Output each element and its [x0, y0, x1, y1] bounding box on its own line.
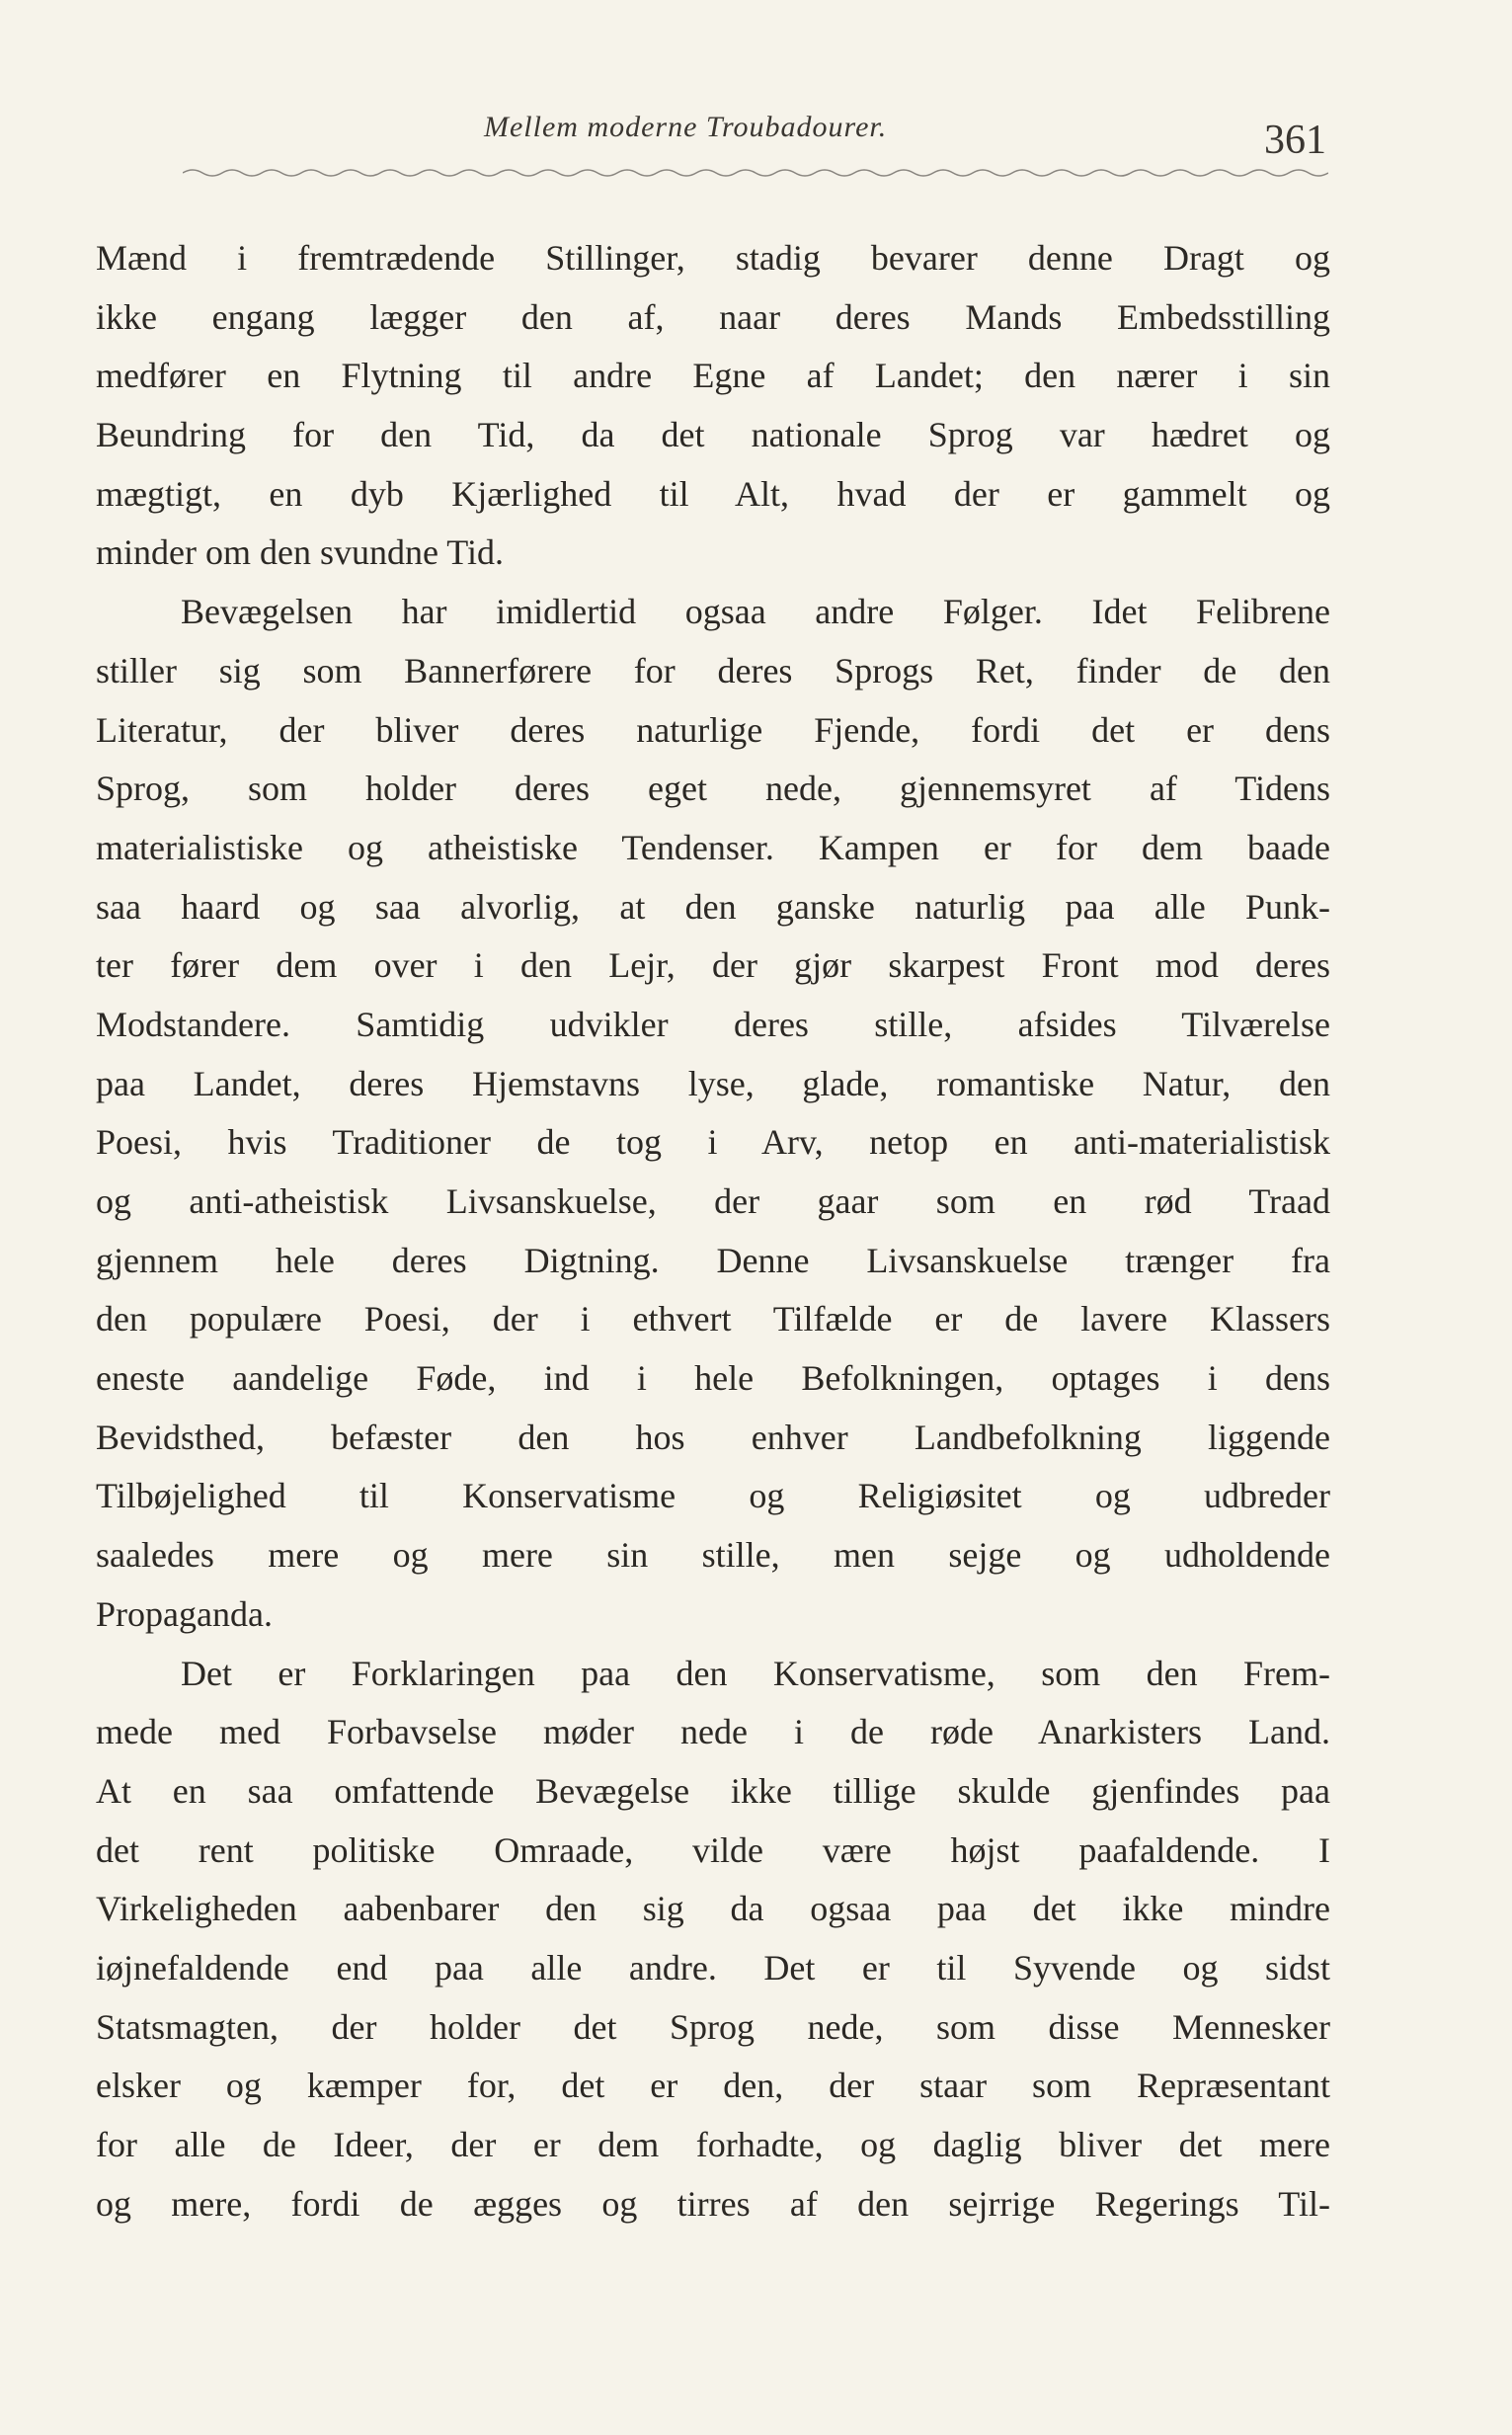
text-line: iøjnefaldende end paa alle andre. Det er til Syvende og sidst [96, 1947, 1330, 1988]
text-line: Bevidsthed, befæster den hos enhver Landbefolkning liggende [96, 1417, 1330, 1457]
text-line: ikke engang lægger den af, naar deres Mands Embedsstilling [96, 296, 1330, 337]
text-line: Poesi, hvis Traditioner de tog i Arv, netop en anti-materialistisk [96, 1122, 1330, 1163]
text-line: gjennem hele deres Digtning. Denne Livsanskuelse trænger fra [96, 1240, 1330, 1280]
text-line: Virkeligheden aabenbarer den sig da ogsaa paa det ikke mindre [96, 1889, 1330, 1929]
text-line: mægtigt, en dyb Kjærlighed til Alt, hvad der er gammelt og [96, 473, 1330, 514]
text-line: Tilbøjelighed til Konservatisme og Religiøsitet og udbreder [96, 1476, 1330, 1516]
text-line: Bevægelsen har imidlertid ogsaa andre Følger. Idet Felibrene [181, 592, 1330, 632]
text-line: og mere, fordi de ægges og tirres af den sejrrige Regerings Til- [96, 2183, 1330, 2224]
text-line: Mænd i fremtrædende Stillinger, stadig bevarer denne Dragt og [96, 238, 1330, 278]
text-line: Modstandere. Samtidig udvikler deres stille, afsides Tilværelse [96, 1004, 1330, 1044]
text-line: den populære Poesi, der i ethvert Tilfælde er de lavere Klassers [96, 1299, 1330, 1339]
text-line: saaledes mere og mere sin stille, men sejge og udholdende [96, 1535, 1330, 1576]
ornament-rule [183, 166, 1328, 180]
text-line: minder om den svundne Tid. [96, 532, 505, 573]
body-text [96, 229, 1330, 2233]
text-line: for alle de Ideer, der er dem forhadte, og daglig bliver det mere [96, 2125, 1330, 2164]
text-line: mede med Forbavselse møder nede i de røde Anarkisters Land. [96, 1712, 1330, 1752]
text-line: materialistiske og atheistiske Tendenser. Kampen er for dem baade [96, 827, 1330, 867]
text-line: paa Landet, deres Hjemstavns lyse, glade, romantiske Natur, den [96, 1063, 1330, 1103]
text-line: stiller sig som Bannerførere for deres Sprogs Ret, finder de den [96, 650, 1330, 690]
text-line: ter fører dem over i den Lejr, der gjør skarpest Front mod deres [96, 945, 1330, 986]
text-line: eneste aandelige Føde, ind i hele Befolkningen, optages i dens [96, 1358, 1330, 1399]
running-title: Mellem moderne Troubadourer. [484, 111, 888, 143]
text-line: og anti-atheistisk Livsanskuelse, der gaar som en rød Traad [96, 1181, 1330, 1221]
page-number: 361 [1264, 118, 1326, 163]
text-line: det rent politiske Omraade, vilde være højst paafaldende. I [96, 1829, 1330, 1870]
text-line: Statsmagten, der holder det Sprog nede, som disse Mennesker [96, 2006, 1330, 2047]
text-line: Literatur, der bliver deres naturlige Fjende, fordi det er dens [96, 709, 1330, 750]
text-line: Det er Forklaringen paa den Konservatisme, som den Frem- [181, 1653, 1330, 1693]
text-line: Beundring for den Tid, da det nationale Sprog var hædret og [96, 415, 1330, 455]
text-line: Sprog, som holder deres eget nede, gjennemsyret af Tidens [96, 769, 1330, 809]
text-line: medfører en Flytning til andre Egne af Landet; den nærer i sin [96, 356, 1330, 396]
text-line: Propaganda. [96, 1593, 273, 1634]
text-line: At en saa omfattende Bevægelse ikke tillige skulde gjenfindes paa [96, 1770, 1330, 1811]
text-line: elsker og kæmper for, det er den, der staar som Repræsentant [96, 2066, 1330, 2106]
text-line: saa haard og saa alvorlig, at den ganske naturlig paa alle Punk- [96, 886, 1330, 927]
